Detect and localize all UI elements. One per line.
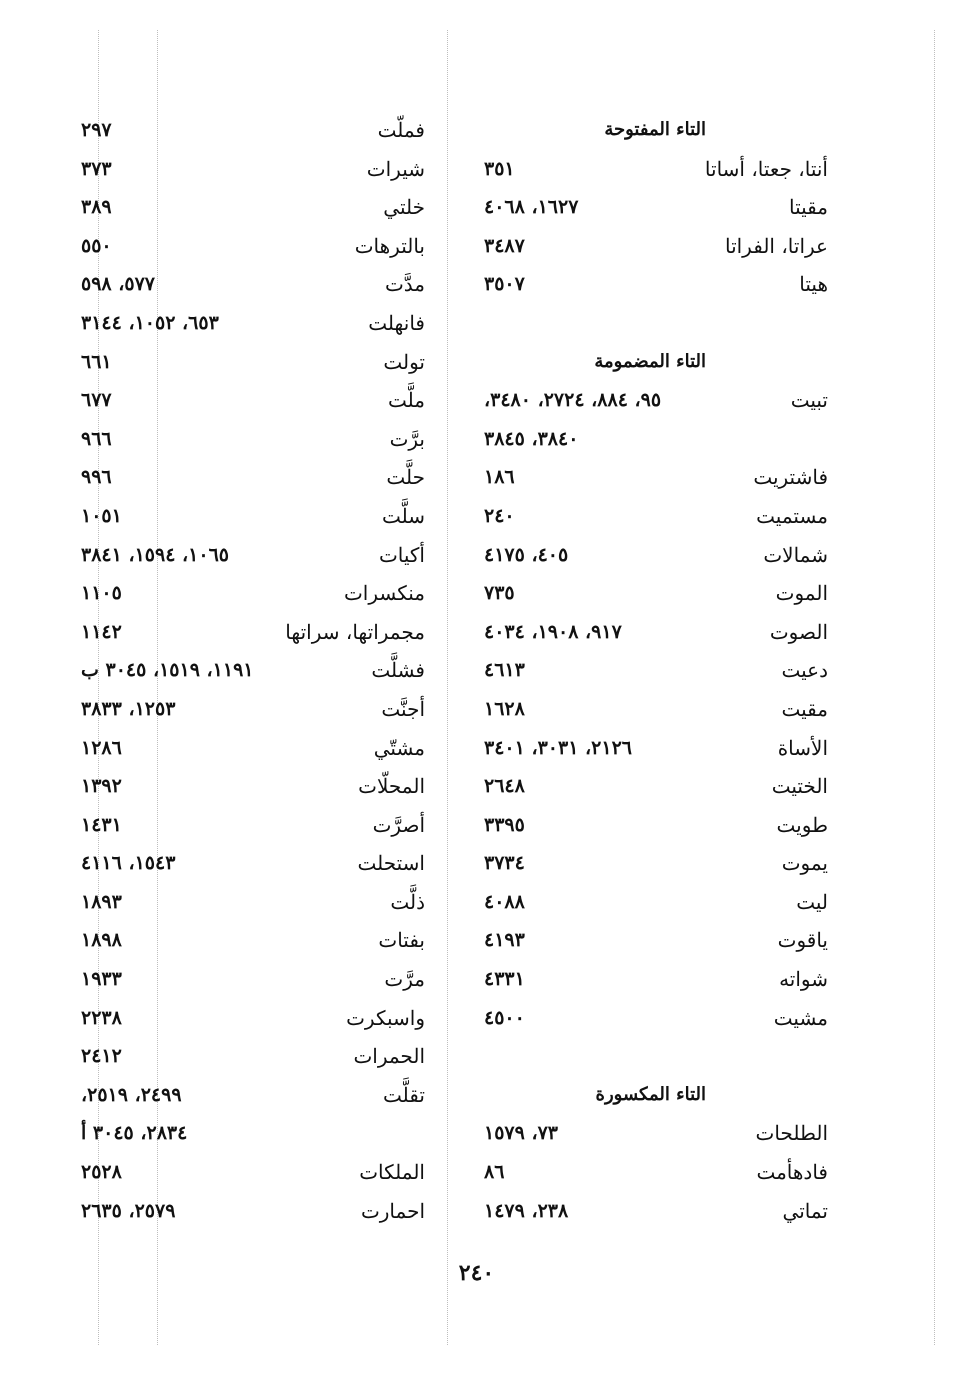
blank-row xyxy=(478,304,834,343)
index-entry xyxy=(478,651,834,690)
index-entry xyxy=(478,381,834,420)
index-term: مشتّي xyxy=(373,735,425,760)
index-references: ٧٣٥ xyxy=(484,582,515,605)
index-entry xyxy=(75,651,431,690)
index-entry xyxy=(75,767,431,806)
index-term: سلَّت xyxy=(381,503,425,528)
index-term: استحلت xyxy=(357,851,425,876)
index-entry xyxy=(478,844,834,883)
index-entry xyxy=(478,806,834,845)
index-references: ٢٤٩٩، ٢٥١٩، xyxy=(81,1083,182,1106)
index-references: ٥٧٧، ٥٩٨ xyxy=(81,273,155,296)
index-references: ٢٤١٢ xyxy=(81,1045,122,1068)
index-term: ياقوت xyxy=(777,928,828,953)
index-entry xyxy=(478,729,834,768)
index-term: هيتا xyxy=(799,272,828,297)
index-term: شيرات xyxy=(366,156,425,181)
index-term: الختيت xyxy=(771,774,828,799)
index-references: ٣٧٣٤ xyxy=(484,852,525,875)
section-heading: التاء المكسورة xyxy=(595,1083,706,1105)
index-references: ٣٨٤٠، ٣٨٤٥ xyxy=(484,427,579,450)
index-term: الحمرات xyxy=(353,1044,425,1069)
index-term: الأساة xyxy=(777,735,828,760)
index-references: ٢٩٧ xyxy=(81,119,112,141)
index-entry xyxy=(75,381,431,420)
scan-margin-line xyxy=(447,30,448,1345)
index-references: ٢٢٣٨ xyxy=(81,1006,122,1029)
index-references: ١٠٦٥، ١٥٩٤، ٣٨٤١ xyxy=(81,543,229,566)
index-term: أكيات xyxy=(378,542,425,567)
index-term: بفتات xyxy=(378,928,425,953)
index-references: ٤٠٥، ٤١٧٥ xyxy=(484,543,569,566)
index-entry xyxy=(75,265,431,304)
section-heading-row xyxy=(478,343,834,382)
blank-row xyxy=(478,1037,834,1076)
index-term: مشيت xyxy=(773,1005,828,1030)
index-entry xyxy=(75,304,431,343)
index-references: ٤٣٣١ xyxy=(484,968,525,991)
index-entry xyxy=(75,921,431,960)
section-heading: التاء المفتوحة xyxy=(604,119,706,140)
index-term: مقيت xyxy=(781,696,828,721)
index-references: ١٠٥١ xyxy=(81,504,122,527)
index-references: ١٨٦ xyxy=(484,466,515,489)
index-entry xyxy=(478,458,834,497)
index-references: ٢٣٨، ١٤٧٩ xyxy=(484,1199,569,1222)
index-entry xyxy=(75,999,431,1038)
index-references: ٢١٢٦، ٣٠٣١، ٣٤٠١ xyxy=(484,736,632,759)
index-term: الطلحات xyxy=(755,1121,828,1146)
index-term: أصرَّت xyxy=(372,812,425,837)
index-references: ١٢٨٦ xyxy=(81,736,122,759)
index-entry xyxy=(75,227,431,266)
index-term: فملّت xyxy=(377,118,425,142)
index-references: ٤٠٨٨ xyxy=(484,890,525,913)
index-references: ٩١٧، ١٩٠٨، ٤٠٣٤ xyxy=(484,620,622,643)
index-references: ١٦٢٧، ٤٠٦٨ xyxy=(484,196,579,219)
index-entry xyxy=(75,883,431,922)
index-entry xyxy=(478,1192,834,1231)
index-references: ٤٥٠٠ xyxy=(484,1006,525,1029)
index-entry xyxy=(478,1153,834,1192)
page-number: ٢٤٠ xyxy=(458,1260,495,1286)
index-references: ٣٨٩ xyxy=(81,196,112,219)
index-term: تبيت xyxy=(790,388,828,413)
index-term: واسبكرت xyxy=(346,1005,425,1030)
index-entry xyxy=(75,1192,431,1231)
index-references: ٤٦١٣ xyxy=(484,659,525,682)
index-references: ١٣٩٢ xyxy=(81,775,122,798)
index-entry xyxy=(478,265,834,304)
index-entry xyxy=(75,420,431,459)
index-references: ١٤٣١ xyxy=(81,813,122,836)
index-term: فشلَّت xyxy=(371,658,425,683)
index-term: طويت xyxy=(776,812,828,837)
index-references: ٦٧٧ xyxy=(81,389,112,412)
index-term: منكسرات xyxy=(343,581,425,606)
index-references: ١٦٢٨ xyxy=(484,697,525,720)
index-references: ٣٥١ xyxy=(484,157,515,180)
index-entry xyxy=(75,1153,431,1192)
index-references: ٢٦٤٨ xyxy=(484,775,525,798)
index-entry xyxy=(75,844,431,883)
left-index-column xyxy=(75,111,431,1230)
index-references: ٩٦٦ xyxy=(81,427,112,450)
index-references: ١٩٣٣ xyxy=(81,968,122,991)
index-entry xyxy=(478,883,834,922)
index-entry xyxy=(75,729,431,768)
index-term: برَّت xyxy=(389,426,425,451)
section-heading-row xyxy=(478,1076,834,1115)
index-term: احمارت xyxy=(360,1198,425,1223)
index-references: ٢٥٧٩، ٢٦٣٥ xyxy=(81,1199,176,1222)
index-entry xyxy=(75,343,431,382)
index-term: تماتي xyxy=(782,1198,828,1223)
index-references: ٣٧٣ xyxy=(81,157,112,180)
index-entry xyxy=(478,188,834,227)
index-entry xyxy=(75,806,431,845)
index-references: ٣٤٨٧ xyxy=(484,234,525,257)
index-entry xyxy=(478,227,834,266)
index-references: ١٢٥٣، ٣٨٣٣ xyxy=(81,697,176,720)
index-entry xyxy=(75,188,431,227)
index-entry xyxy=(478,767,834,806)
index-entry xyxy=(75,690,431,729)
index-entry xyxy=(478,497,834,536)
index-references: ٤١٩٣ xyxy=(484,929,525,952)
index-references: ٧٣، ١٥٧٩ xyxy=(484,1122,558,1145)
index-references: ٣٥٠٧ xyxy=(484,273,525,296)
index-entry xyxy=(75,1114,431,1153)
index-references: ١١٤٢ xyxy=(81,620,122,643)
index-references: ١٨٩٣ xyxy=(81,890,122,913)
index-entry xyxy=(478,574,834,613)
section-heading-row xyxy=(478,111,834,150)
index-entry xyxy=(478,960,834,999)
index-references: ١١٩١، ١٥١٩، ٣٠٤٥ ب xyxy=(81,659,254,682)
index-references: ٦٦١ xyxy=(81,350,112,373)
index-references: ٢٥٢٨ xyxy=(81,1161,122,1184)
index-entry xyxy=(478,420,834,459)
index-references: ٦٥٣، ١٠٥٢، ٣١٤٤ xyxy=(81,311,219,334)
index-term: فاشتريت xyxy=(753,465,828,490)
index-entry xyxy=(75,536,431,575)
index-entry xyxy=(478,999,834,1038)
index-references: ١١٠٥ xyxy=(81,582,122,605)
index-entry xyxy=(75,960,431,999)
index-term: بالترهات xyxy=(354,233,425,258)
index-entry xyxy=(75,1076,431,1115)
index-term: مجمراتها، سراتها xyxy=(285,619,425,644)
index-term: مدَّت xyxy=(384,272,425,297)
index-term: الملكات xyxy=(359,1160,425,1185)
index-term: فادهأمت xyxy=(756,1160,828,1185)
index-references: ٨٦ xyxy=(484,1161,505,1184)
index-term: تقلَّت xyxy=(383,1082,425,1107)
index-term: خلتي xyxy=(383,195,425,220)
index-term: مستميت xyxy=(756,503,828,528)
index-entry xyxy=(478,536,834,575)
scan-margin-line xyxy=(934,30,935,1345)
index-term: ملَّت xyxy=(388,388,425,413)
index-term: أنتا، جعتا، أساتا xyxy=(704,156,828,181)
index-entry xyxy=(478,921,834,960)
index-references: ٢٨٣٤، ٣٠٤٥ أ xyxy=(81,1122,188,1145)
index-references: ٢٤٠ xyxy=(484,504,515,527)
index-entry xyxy=(75,458,431,497)
index-entry xyxy=(478,690,834,729)
index-term: شواته xyxy=(779,967,828,992)
index-entry xyxy=(75,150,431,189)
index-entry xyxy=(75,497,431,536)
index-term: مرَّت xyxy=(384,967,425,992)
index-references: ٩٥، ٨٨٤، ٢٧٢٤، ٣٤٨٠، xyxy=(484,389,662,412)
index-references: ٩٩٦ xyxy=(81,466,112,489)
index-references: ٥٥٠ xyxy=(81,234,112,257)
index-entry xyxy=(478,1114,834,1153)
index-entry xyxy=(75,1037,431,1076)
index-entry xyxy=(75,613,431,652)
index-term: شمالات xyxy=(763,542,828,567)
index-term: يموت xyxy=(781,851,828,876)
index-term: المحلّات xyxy=(358,774,425,799)
index-term: عراتا، الفراتا xyxy=(724,233,828,258)
index-term: فانهلت xyxy=(368,310,425,335)
index-term: تولت xyxy=(383,349,425,374)
index-entry xyxy=(75,574,431,613)
index-term: الصوت xyxy=(769,619,828,644)
section-heading: التاء المضمومة xyxy=(594,350,706,372)
index-term: حلَّت xyxy=(386,465,425,490)
index-references: ١٥٤٣، ٤١١٦ xyxy=(81,852,176,875)
right-index-column xyxy=(478,111,834,1230)
index-term: الموت xyxy=(775,581,828,606)
index-term: ذلَّت xyxy=(390,889,425,914)
index-entry xyxy=(478,613,834,652)
index-term: دعيت xyxy=(781,658,828,683)
index-references: ١٨٩٨ xyxy=(81,929,122,952)
index-entry xyxy=(75,111,431,150)
index-term: مقيتا xyxy=(789,195,828,220)
index-term: أجنَّت xyxy=(381,696,425,721)
index-entry xyxy=(478,150,834,189)
index-term: ليت xyxy=(796,889,828,914)
index-references: ٣٣٩٥ xyxy=(484,813,525,836)
